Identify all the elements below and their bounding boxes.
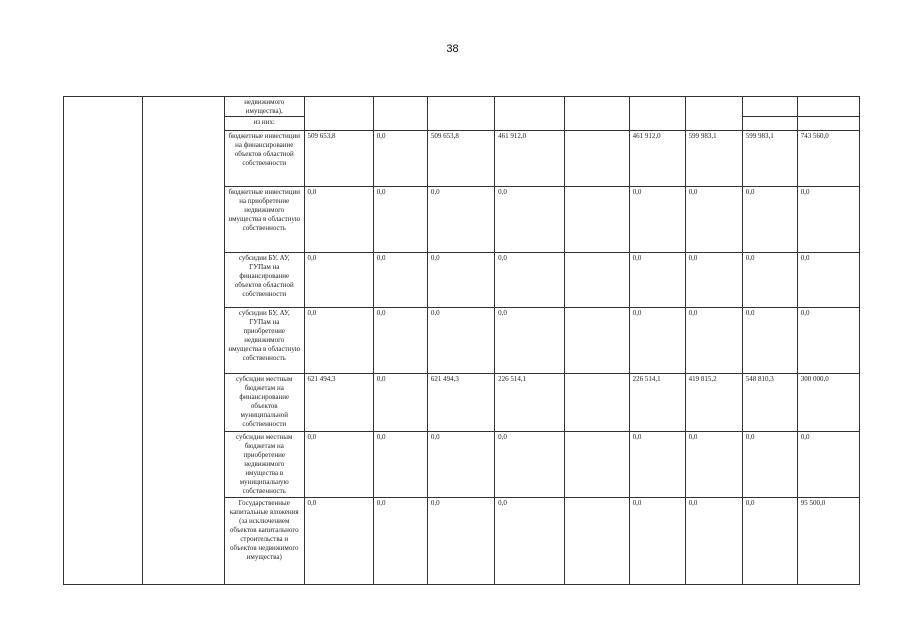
value-cell: 0,0	[797, 187, 859, 253]
value-cell: 0,0	[304, 253, 373, 308]
budget-table	[63, 96, 860, 585]
value-cell: 0,0	[685, 253, 742, 308]
value-cell	[565, 187, 629, 253]
row-label: Государственные капитальные вложения (за исключением объектов капитального строительства и объектов недвижимого имущества)	[225, 498, 304, 585]
empty-cell	[742, 97, 797, 117]
value-cell: 0,0	[629, 498, 685, 585]
empty-cell	[565, 97, 629, 131]
value-cell: 0,0	[304, 187, 373, 253]
value-cell: 0,0	[373, 253, 427, 308]
value-cell: 0,0	[742, 308, 797, 374]
value-cell: 0,0	[304, 432, 373, 498]
empty-cell	[495, 97, 565, 131]
value-cell: 95 500,0	[797, 498, 859, 585]
value-cell: 0,0	[427, 253, 494, 308]
value-cell: 0,0	[797, 432, 859, 498]
value-cell: 0,0	[495, 253, 565, 308]
empty-cell	[797, 97, 859, 117]
value-cell	[565, 253, 629, 308]
value-cell: 0,0	[373, 432, 427, 498]
value-cell	[565, 374, 629, 432]
value-cell: 300 000,0	[797, 374, 859, 432]
empty-cell	[742, 117, 797, 131]
value-cell: 0,0	[495, 187, 565, 253]
value-cell: 0,0	[373, 187, 427, 253]
value-cell: 0,0	[427, 308, 494, 374]
value-cell: 0,0	[797, 308, 859, 374]
empty-cell	[797, 117, 859, 131]
value-cell: 548 810,3	[742, 374, 797, 432]
row-label: субсидии БУ, АУ, ГУПам на финансирование объектов областной собственности	[225, 253, 304, 308]
value-cell: 621 494,3	[427, 374, 494, 432]
row-label: бюджетные инвестиции на приобретение недвижимого имущества в областную собственность	[225, 187, 304, 253]
value-cell: 0,0	[629, 187, 685, 253]
value-cell	[565, 432, 629, 498]
row-label: бюджетные инвестиции на финансирование объектов областной собственности	[225, 131, 304, 187]
value-cell: 419 815,2	[685, 374, 742, 432]
value-cell: 0,0	[629, 308, 685, 374]
value-cell: 0,0	[373, 131, 427, 187]
value-cell: 226 514,1	[629, 374, 685, 432]
value-cell: 0,0	[427, 432, 494, 498]
value-cell: 621 494,3	[304, 374, 373, 432]
value-cell: 509 653,8	[427, 131, 494, 187]
value-cell	[565, 498, 629, 585]
value-cell: 461 912,0	[629, 131, 685, 187]
value-cell: 0,0	[427, 187, 494, 253]
value-cell: 0,0	[373, 374, 427, 432]
value-cell: 0,0	[304, 498, 373, 585]
value-cell: 0,0	[685, 187, 742, 253]
empty-cell	[373, 97, 427, 131]
row-label: недвижимого имущества),	[225, 97, 304, 117]
value-cell: 0,0	[742, 253, 797, 308]
empty-cell	[64, 97, 143, 585]
value-cell: 0,0	[495, 432, 565, 498]
value-cell: 743 560,0	[797, 131, 859, 187]
value-cell: 461 912,0	[495, 131, 565, 187]
value-cell: 226 514,1	[495, 374, 565, 432]
page-number: 38	[446, 43, 459, 55]
value-cell: 0,0	[495, 308, 565, 374]
value-cell	[565, 308, 629, 374]
empty-cell	[143, 97, 225, 585]
row-label: субсидии БУ, АУ, ГУПам на приобретение недвижимого имущества в областную собственность	[225, 308, 304, 374]
value-cell: 509 653,8	[304, 131, 373, 187]
empty-cell	[304, 97, 373, 131]
value-cell: 0,0	[304, 308, 373, 374]
value-cell: 0,0	[742, 432, 797, 498]
value-cell: 0,0	[742, 187, 797, 253]
value-cell	[565, 131, 629, 187]
value-cell: 599 983,1	[685, 131, 742, 187]
value-cell: 0,0	[742, 498, 797, 585]
value-cell: 0,0	[797, 253, 859, 308]
empty-cell	[685, 97, 742, 131]
table-row	[64, 97, 860, 117]
value-cell: 0,0	[685, 498, 742, 585]
empty-cell	[629, 97, 685, 131]
value-cell: 599 983,1	[742, 131, 797, 187]
row-label: субсидии местным бюджетам на приобретение недвижимого имущества в муниципальную собственность	[225, 432, 304, 498]
value-cell: 0,0	[629, 432, 685, 498]
value-cell: 0,0	[685, 308, 742, 374]
empty-cell	[427, 97, 494, 131]
value-cell: 0,0	[373, 308, 427, 374]
value-cell: 0,0	[373, 498, 427, 585]
value-cell: 0,0	[495, 498, 565, 585]
row-label: из них:	[225, 117, 304, 131]
value-cell: 0,0	[427, 498, 494, 585]
row-label: субсидии местным бюджетам на финансирование объектов муниципальной собственности	[225, 374, 304, 432]
value-cell: 0,0	[629, 253, 685, 308]
value-cell: 0,0	[685, 432, 742, 498]
